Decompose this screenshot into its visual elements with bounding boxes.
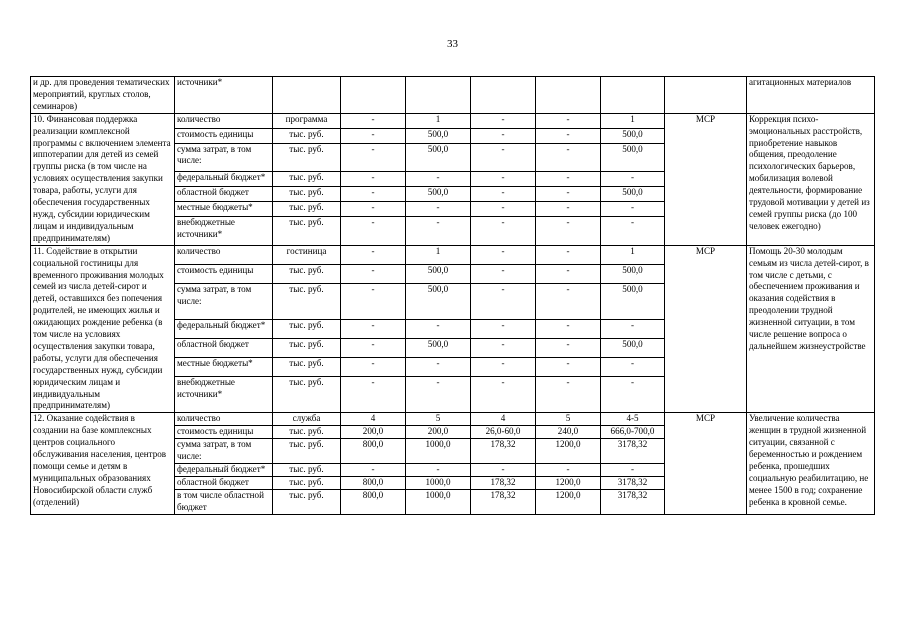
total-cell: 500,0: [601, 264, 665, 283]
unit-cell: гостиница: [273, 245, 341, 264]
value-cell: -: [341, 245, 406, 264]
indicator-cell: областной бюджет: [175, 187, 273, 202]
indicator-cell: областной бюджет: [175, 476, 273, 489]
value-cell: -: [471, 128, 536, 143]
value-cell: 1200,0: [536, 439, 601, 464]
total-cell: 500,0: [601, 143, 665, 172]
value-cell: -: [536, 216, 601, 245]
unit-cell: тыс. руб.: [273, 202, 341, 217]
value-cell: -: [536, 245, 601, 264]
total-cell: 3178,32: [601, 476, 665, 489]
indicator-cell: местные бюджеты*: [175, 357, 273, 376]
value-cell: 500,0: [406, 187, 471, 202]
unit-cell: тыс. руб.: [273, 128, 341, 143]
value-cell: -: [406, 202, 471, 217]
value-cell: 1200,0: [536, 489, 601, 514]
value-cell: 1: [406, 113, 471, 128]
value-cell: 1000,0: [406, 476, 471, 489]
value-cell: -: [406, 320, 471, 339]
value-cell: -: [341, 264, 406, 283]
value-cell: -: [536, 264, 601, 283]
value-cell: 26,0-60,0: [471, 426, 536, 439]
unit-cell: тыс. руб.: [273, 143, 341, 172]
total-cell: 1: [601, 113, 665, 128]
total-cell: -: [601, 320, 665, 339]
unit-cell: тыс. руб.: [273, 376, 341, 412]
indicator-cell: местные бюджеты*: [175, 202, 273, 217]
unit-cell: тыс. руб.: [273, 476, 341, 489]
value-cell: -: [536, 338, 601, 357]
total-cell: -: [601, 216, 665, 245]
total-cell: 4-5: [601, 413, 665, 426]
indicator-cell: внебюджетные источники*: [175, 216, 273, 245]
value-cell: 178,32: [471, 439, 536, 464]
unit-cell: тыс. руб.: [273, 439, 341, 464]
indicator-cell: количество: [175, 413, 273, 426]
value-cell: 500,0: [406, 128, 471, 143]
value-cell: -: [341, 202, 406, 217]
value-cell: -: [471, 264, 536, 283]
expected-result: Помощь 20-30 молодым семьям из числа детей-сирот, в том числе с детьми, с обеспечением проживания и оказания содействия в преодолении трудной жизненной ситуации, в том числе решение вопроса о дальнейшем жизнеустройстве: [747, 245, 875, 413]
indicator-cell: стоимость единицы: [175, 128, 273, 143]
value-cell: -: [471, 187, 536, 202]
indicator-cell: федеральный бюджет*: [175, 172, 273, 187]
value-cell: 178,32: [471, 476, 536, 489]
value-cell: 5: [536, 413, 601, 426]
unit-cell: тыс. руб.: [273, 187, 341, 202]
total-cell: -: [601, 376, 665, 412]
value-cell: 500,0: [406, 338, 471, 357]
value-cell: -: [341, 216, 406, 245]
value-cell: -: [471, 143, 536, 172]
value-cell: 500,0: [406, 283, 471, 319]
value-cell: -: [536, 357, 601, 376]
value-cell: -: [471, 172, 536, 187]
value-cell: 800,0: [341, 476, 406, 489]
value-cell: -: [536, 187, 601, 202]
value-cell: -: [536, 376, 601, 412]
value-cell: -: [471, 357, 536, 376]
unit-cell: тыс. руб.: [273, 464, 341, 477]
value-cell: 5: [406, 413, 471, 426]
value-cell: -: [536, 320, 601, 339]
total-cell: 500,0: [601, 128, 665, 143]
value-cell: -: [341, 357, 406, 376]
indicator-cell: количество: [175, 113, 273, 128]
total-cell: -: [601, 357, 665, 376]
value-cell: -: [471, 464, 536, 477]
total-cell: 500,0: [601, 338, 665, 357]
value-cell: -: [471, 320, 536, 339]
expected-result: Увеличение количества женщин в трудной жизненной ситуации, связанной с беременностью и рождением ребенка, прошедших социальную реабилитацию, не менее 1500 в год; сохранение ребенка в кровной семье.: [747, 413, 875, 514]
unit-cell: программа: [273, 113, 341, 128]
value-cell: 1000,0: [406, 439, 471, 464]
total-cell: 1: [601, 245, 665, 264]
total-cell: 666,0-700,0: [601, 426, 665, 439]
unit-cell: тыс. руб.: [273, 283, 341, 319]
indicator-cell: федеральный бюджет*: [175, 320, 273, 339]
value-cell: -: [341, 128, 406, 143]
total-cell: 3178,32: [601, 439, 665, 464]
value-cell: 1000,0: [406, 489, 471, 514]
value-cell: -: [471, 245, 536, 264]
total-cell: 500,0: [601, 283, 665, 319]
value-cell: 200,0: [406, 426, 471, 439]
section-description: 12. Оказание содействия в создании на базе комплексных центров социального обслуживания населения, центров помощи семье и детям в муниципальных образованиях Новосибирской области служб (отделений): [31, 413, 175, 514]
section-description: 10. Финансовая поддержка реализации комплексной программы с включением элемента иппотерапии для детей из семей группы риска (в том числе на условиях осуществления закупки товара, работы, услуги для обеспечения государственных нужд, субсидии юридическим лицам и индивидуальным предпринимателям): [31, 113, 175, 245]
value-cell: -: [471, 216, 536, 245]
unit-cell: тыс. руб.: [273, 357, 341, 376]
total-cell: -: [601, 464, 665, 477]
continuation-result: агитационных материалов: [747, 77, 875, 114]
value-cell: -: [471, 202, 536, 217]
value-cell: -: [341, 320, 406, 339]
indicator-cell: внебюджетные источники*: [175, 376, 273, 412]
value-cell: 1200,0: [536, 476, 601, 489]
value-cell: -: [406, 216, 471, 245]
value-cell: -: [536, 172, 601, 187]
total-cell: 3178,32: [601, 489, 665, 514]
value-cell: 240,0: [536, 426, 601, 439]
indicator-cell: федеральный бюджет*: [175, 464, 273, 477]
program-table: [30, 76, 875, 515]
value-cell: -: [471, 338, 536, 357]
value-cell: 800,0: [341, 439, 406, 464]
indicator-cell: сумма затрат, в том числе:: [175, 439, 273, 464]
indicator-cell: количество: [175, 245, 273, 264]
section-description: 11. Содействие в открытии социальной гостиницы для временного проживания молодых семей из числа детей-сирот и детей, оставшихся без попечения родителей, не имеющих жилья и ожидающих рождение ребенка (в том числе на условиях осуществления закупки товара, работы, услуги для обеспечения государственных нужд, субсидии юридическим лицам и индивидуальным предпринимателям): [31, 245, 175, 413]
value-cell: 500,0: [406, 264, 471, 283]
value-cell: -: [536, 202, 601, 217]
table-row: [31, 413, 875, 426]
unit-cell: тыс. руб.: [273, 264, 341, 283]
total-cell: -: [601, 202, 665, 217]
unit-cell: тыс. руб.: [273, 426, 341, 439]
indicator-cell: сумма затрат, в том числе:: [175, 283, 273, 319]
value-cell: 500,0: [406, 143, 471, 172]
value-cell: -: [536, 128, 601, 143]
value-cell: 4: [471, 413, 536, 426]
unit-cell: тыс. руб.: [273, 338, 341, 357]
indicator-cell: стоимость единицы: [175, 426, 273, 439]
executor-cell: МСР: [665, 413, 747, 514]
value-cell: 1: [406, 245, 471, 264]
continuation-row: [31, 77, 875, 114]
value-cell: -: [341, 376, 406, 412]
unit-cell: служба: [273, 413, 341, 426]
value-cell: 4: [341, 413, 406, 426]
value-cell: -: [341, 283, 406, 319]
total-cell: 500,0: [601, 187, 665, 202]
unit-cell: тыс. руб.: [273, 216, 341, 245]
value-cell: -: [406, 357, 471, 376]
value-cell: -: [406, 464, 471, 477]
value-cell: 178,32: [471, 489, 536, 514]
table-row: [31, 245, 875, 264]
value-cell: -: [536, 464, 601, 477]
value-cell: -: [341, 143, 406, 172]
value-cell: -: [536, 283, 601, 319]
executor-cell: МСР: [665, 245, 747, 413]
indicator-cell: стоимость единицы: [175, 264, 273, 283]
value-cell: -: [406, 376, 471, 412]
value-cell: -: [406, 172, 471, 187]
expected-result: Коррекция психо-эмоциональных расстройств, приобретение навыков общения, преодоление психологических барьеров, мобилизация волевой деятельности, формирование трудовой мотивации у детей из семей группы риска (до 100 человек ежегодно): [747, 113, 875, 245]
unit-cell: тыс. руб.: [273, 320, 341, 339]
unit-cell: тыс. руб.: [273, 172, 341, 187]
value-cell: -: [341, 464, 406, 477]
value-cell: -: [471, 283, 536, 319]
value-cell: 200,0: [341, 426, 406, 439]
indicator-cell: в том числе областной бюджет: [175, 489, 273, 514]
value-cell: -: [471, 113, 536, 128]
executor-cell: МСР: [665, 113, 747, 245]
continuation-indicator: источники*: [175, 77, 273, 114]
value-cell: -: [536, 143, 601, 172]
value-cell: -: [341, 187, 406, 202]
page-number: 33: [447, 38, 458, 50]
indicator-cell: сумма затрат, в том числе:: [175, 143, 273, 172]
total-cell: -: [601, 172, 665, 187]
value-cell: -: [341, 113, 406, 128]
continuation-description: и др. для проведения тематических мероприятий, круглых столов, семинаров): [31, 77, 175, 114]
value-cell: -: [536, 113, 601, 128]
value-cell: 800,0: [341, 489, 406, 514]
value-cell: -: [341, 172, 406, 187]
unit-cell: тыс. руб.: [273, 489, 341, 514]
value-cell: -: [471, 376, 536, 412]
value-cell: -: [341, 338, 406, 357]
table-row: [31, 113, 875, 128]
indicator-cell: областной бюджет: [175, 338, 273, 357]
